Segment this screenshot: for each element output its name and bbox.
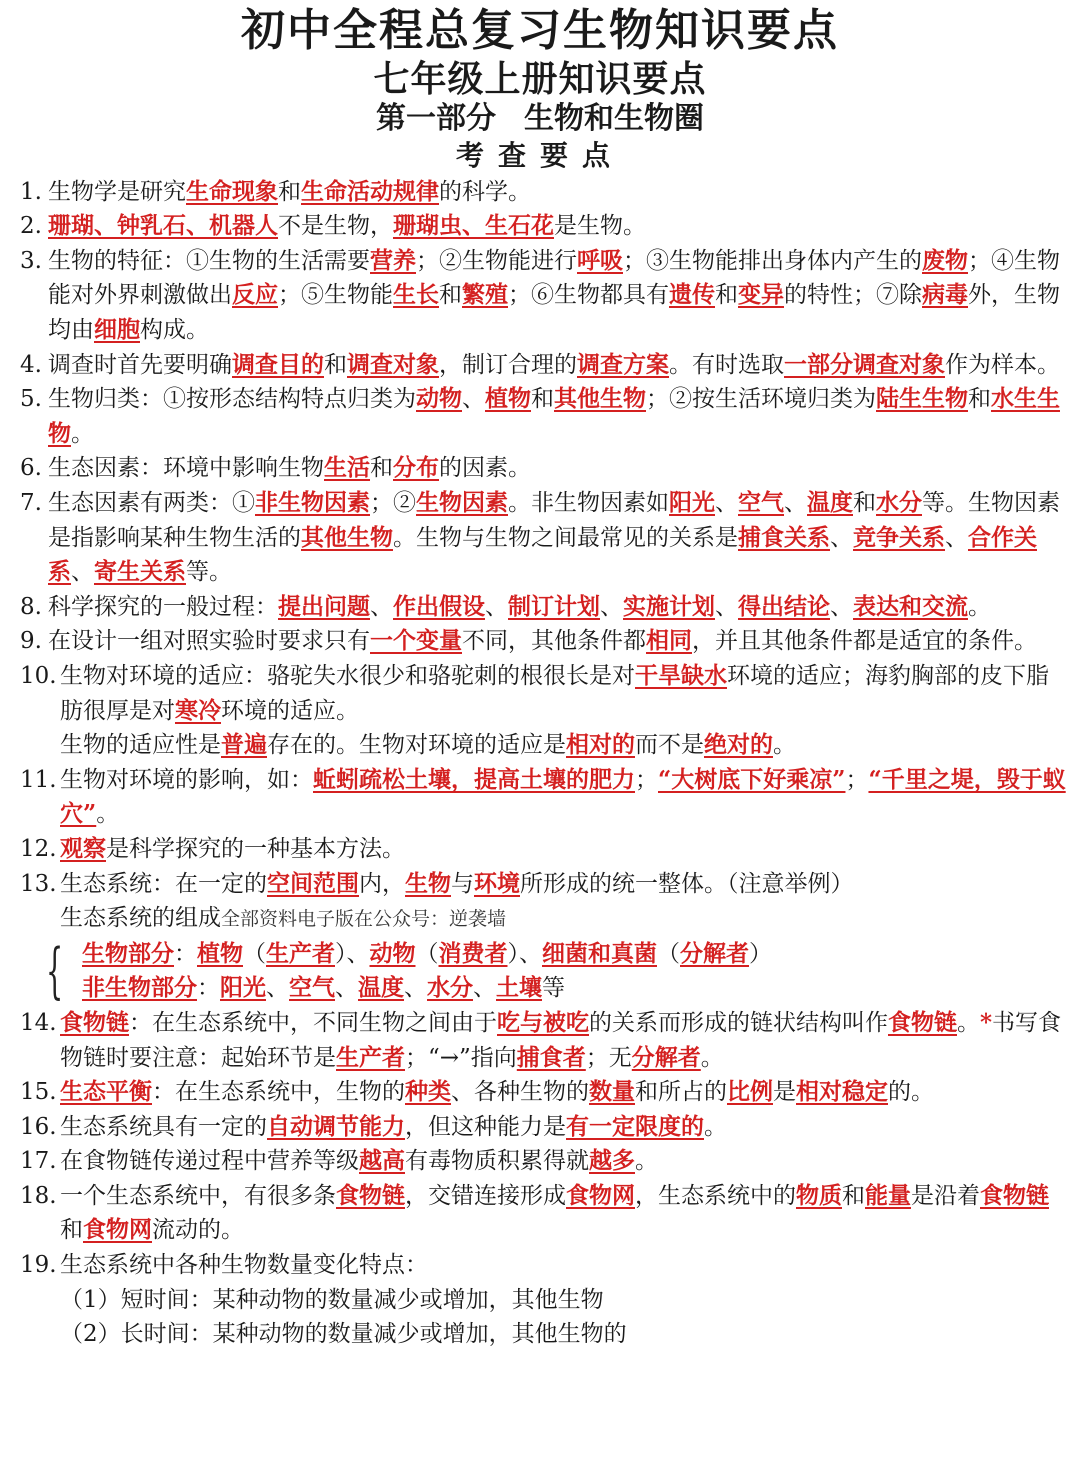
answer: 一部分调查对象 bbox=[784, 350, 945, 378]
answer: 生物 bbox=[405, 869, 451, 897]
text: ；② bbox=[370, 490, 416, 517]
answer: 分布 bbox=[393, 454, 439, 482]
item-number: 11. bbox=[20, 766, 57, 793]
list-item-11 bbox=[20, 763, 1066, 832]
answer: 非生物部分 bbox=[82, 974, 197, 1002]
text: 、 bbox=[830, 524, 853, 551]
list-item-2 bbox=[20, 209, 1066, 244]
text: 调查时首先要明确 bbox=[48, 351, 232, 378]
answer: 食物链 bbox=[336, 1181, 405, 1209]
list-item-19-short-term: （1）短时间：某种动物的数量减少或增加，其他生物 bbox=[60, 1286, 604, 1313]
answer: 表达和交流 bbox=[853, 592, 968, 620]
answer: 空间范围 bbox=[267, 869, 359, 897]
answer: 食物链 bbox=[888, 1008, 957, 1036]
text: 、 bbox=[462, 386, 485, 413]
answer: 相对稳定 bbox=[796, 1078, 888, 1106]
text: ；“→”指向 bbox=[405, 1044, 517, 1071]
text: 生态系统中各种生物数量变化特点： bbox=[60, 1252, 428, 1279]
answer: 调查目的 bbox=[232, 350, 324, 378]
text: 是 bbox=[773, 1079, 796, 1106]
answer: 寒冷 bbox=[175, 696, 221, 724]
text: 、 bbox=[830, 593, 853, 620]
answer: 作出假设 bbox=[393, 592, 485, 620]
answer: “大树底下好乘凉” bbox=[658, 765, 846, 793]
answer: 其他生物 bbox=[301, 523, 393, 551]
text: ：在生态系统中，不同生物之间由于 bbox=[129, 1009, 497, 1036]
text: 生态系统具有一定的 bbox=[60, 1113, 267, 1140]
text: 、 bbox=[715, 593, 738, 620]
list-item-17 bbox=[20, 1144, 1066, 1179]
answer: 比例 bbox=[727, 1078, 773, 1106]
answer: 珊瑚虫、生石花 bbox=[393, 212, 554, 240]
list-item-16 bbox=[20, 1110, 1066, 1145]
text: 和 bbox=[853, 490, 876, 517]
biotic-part-line bbox=[82, 937, 1066, 972]
answer: 水分 bbox=[427, 974, 473, 1002]
item-number: 7. bbox=[20, 490, 42, 517]
text: 、 bbox=[370, 593, 393, 620]
item-number: 9. bbox=[20, 628, 42, 655]
answer: 繁殖 bbox=[462, 281, 508, 309]
text: 生态系统：在一定的 bbox=[60, 870, 267, 897]
list-item-12 bbox=[20, 832, 1066, 867]
text: 、 bbox=[335, 975, 358, 1002]
answer: 植物 bbox=[485, 385, 531, 413]
item-number: 18. bbox=[20, 1182, 57, 1209]
answer: 生产者 bbox=[336, 1043, 405, 1071]
answer: 越多 bbox=[589, 1147, 635, 1175]
text: 生物的适应性是 bbox=[60, 732, 221, 759]
text: 等。生物因素是指影响某种生物生活的 bbox=[48, 490, 1060, 551]
text: 是生物。 bbox=[554, 213, 646, 240]
answer: 呼吸 bbox=[577, 246, 623, 274]
text: ；⑤生物能 bbox=[278, 282, 393, 309]
text: （ bbox=[415, 940, 439, 967]
text: 不是生物， bbox=[278, 213, 393, 240]
page-subtitle: 七年级上册知识要点 bbox=[373, 57, 707, 100]
text: ） bbox=[749, 940, 772, 967]
text: 和 bbox=[60, 1217, 83, 1244]
answer: 环境 bbox=[474, 869, 520, 897]
answer: 相同 bbox=[646, 627, 692, 655]
text: 、 bbox=[71, 559, 94, 586]
answer: 温度 bbox=[358, 974, 404, 1002]
answer: 水分 bbox=[876, 489, 922, 517]
text: 而不是 bbox=[635, 732, 704, 759]
text: ；无 bbox=[585, 1044, 632, 1071]
text: 作为样本。 bbox=[945, 351, 1060, 378]
text: 与 bbox=[451, 870, 474, 897]
answer: 调查对象 bbox=[347, 350, 439, 378]
item-number: 19. bbox=[20, 1252, 57, 1279]
watermark-text: 全部资料电子版在公众号：逆袭墙 bbox=[221, 908, 507, 931]
list-item-7 bbox=[20, 486, 1066, 590]
text: ；③生物能排出身体内产生的 bbox=[623, 247, 922, 274]
text: 。 bbox=[700, 1044, 724, 1071]
text: ；②生物能进行 bbox=[416, 247, 577, 274]
text: 和 bbox=[715, 282, 738, 309]
list-item-19-long-term: （2）长时间：某种动物的数量减少或增加，其他生物的 bbox=[60, 1321, 627, 1348]
text: ；④生物能对外界刺激做出 bbox=[48, 247, 1060, 309]
list-item-10-continued bbox=[20, 728, 1066, 763]
abiotic-part-line bbox=[82, 971, 1066, 1006]
text: ：在生态系统中，生物的 bbox=[152, 1079, 405, 1106]
list-item-3 bbox=[20, 244, 1066, 348]
list-item-18 bbox=[20, 1179, 1066, 1248]
text: 和 bbox=[531, 386, 554, 413]
answer: 营养 bbox=[370, 246, 416, 274]
item-number: 12. bbox=[20, 835, 57, 862]
text: 存在的。生物对环境的适应是 bbox=[267, 732, 566, 759]
text: 所形成的统一整体。（注意举例） bbox=[520, 870, 854, 897]
answer: 竞争关系 bbox=[853, 523, 945, 551]
text: 是科学探究的一种基本方法。 bbox=[106, 835, 405, 862]
answer: 水生生物 bbox=[48, 385, 1060, 447]
text: 生物对环境的适应：骆驼失水很少和骆驼刺的根很长是对 bbox=[60, 662, 635, 689]
text: 的特性；⑦除 bbox=[784, 282, 922, 309]
text: 、 bbox=[266, 975, 289, 1002]
text: ；⑥生物都具有 bbox=[508, 282, 669, 309]
list-item-10 bbox=[20, 659, 1066, 728]
item-number: 15. bbox=[20, 1079, 57, 1106]
text: 不同，其他条件都 bbox=[462, 628, 646, 655]
ecosystem-composition-heading bbox=[20, 901, 1066, 937]
answer: 捕食者 bbox=[516, 1043, 586, 1071]
answer: 生长 bbox=[393, 281, 439, 309]
answer: 非生物因素 bbox=[255, 489, 370, 517]
text: 。 bbox=[704, 1113, 727, 1140]
answer: 有一定限度的 bbox=[566, 1112, 704, 1140]
text: 、 bbox=[945, 524, 968, 551]
text: 。 bbox=[71, 420, 94, 447]
part-number: 第一部分 bbox=[376, 100, 496, 136]
answer: 越高 bbox=[359, 1147, 405, 1175]
answer: 植物 bbox=[197, 939, 243, 967]
star-icon: * bbox=[980, 1008, 993, 1036]
text: 生态因素有两类：① bbox=[48, 490, 255, 517]
answer: 消费者 bbox=[438, 939, 508, 967]
list-item-1 bbox=[20, 175, 1066, 210]
text: 和 bbox=[324, 351, 347, 378]
item-number: 2. bbox=[20, 213, 42, 240]
answer: 生命现象 bbox=[186, 177, 278, 205]
text: 。 bbox=[957, 1009, 980, 1036]
answer: 一个变量 bbox=[370, 627, 462, 655]
text: 环境的适应。 bbox=[221, 697, 359, 724]
text: 和 bbox=[278, 178, 301, 205]
answer: 物质 bbox=[796, 1181, 842, 1209]
text: 。 bbox=[773, 732, 796, 759]
list-item-15 bbox=[20, 1075, 1066, 1110]
answer: 病毒 bbox=[922, 281, 968, 309]
answer: 反应 bbox=[232, 281, 278, 309]
answer: 绝对的 bbox=[704, 731, 773, 759]
list-item-13 bbox=[20, 867, 1066, 902]
text: 。生物与生物之间最常见的关系是 bbox=[393, 524, 738, 551]
item-number: 5. bbox=[20, 386, 42, 413]
text: 外，生物均由 bbox=[48, 282, 1060, 344]
text: 生物学是研究 bbox=[48, 178, 186, 205]
answer: 生物部分 bbox=[82, 939, 174, 967]
bottom-fade-overlay bbox=[640, 1402, 1080, 1482]
text: 和 bbox=[370, 455, 393, 482]
part-heading bbox=[0, 102, 1080, 137]
text: 。 bbox=[635, 1148, 658, 1175]
text: ）、 bbox=[335, 940, 370, 967]
item-number: 13. bbox=[20, 870, 57, 897]
text: 环境的适应；海豹胸部的皮下脂肪很厚是对 bbox=[60, 662, 1049, 724]
answer: 种类 bbox=[405, 1078, 451, 1106]
text: 生物归类：①按形态结构特点归类为 bbox=[48, 386, 416, 413]
answer: 蚯蚓疏松土壤，提高土壤的肥力 bbox=[313, 765, 635, 793]
text: ； bbox=[635, 766, 658, 793]
text: 等。 bbox=[186, 559, 232, 586]
item-number: 6. bbox=[20, 455, 42, 482]
text: 生物对环境的影响，如： bbox=[60, 766, 313, 793]
text: 内， bbox=[359, 870, 405, 897]
answer: 自动调节能力 bbox=[267, 1112, 405, 1140]
text: ； bbox=[845, 766, 869, 793]
text: （ bbox=[657, 940, 680, 967]
text: 、 bbox=[473, 975, 496, 1002]
text: 的科学。 bbox=[439, 178, 531, 205]
answer: 细菌和真菌 bbox=[542, 939, 657, 967]
answer: 食物链 bbox=[60, 1008, 129, 1036]
text: 等 bbox=[542, 975, 565, 1002]
answer: 珊瑚、钟乳石、机器人 bbox=[48, 212, 278, 240]
answer: 生活 bbox=[324, 454, 370, 482]
knowledge-list bbox=[0, 175, 1080, 1352]
answer: 制订计划 bbox=[508, 592, 600, 620]
text: 。 bbox=[968, 593, 991, 620]
answer: 细胞 bbox=[94, 316, 140, 344]
text: 、 bbox=[784, 490, 807, 517]
text: （ bbox=[243, 940, 266, 967]
answer: 调查方案 bbox=[577, 350, 669, 378]
answer: 动物 bbox=[369, 939, 416, 967]
text: 、 bbox=[485, 593, 508, 620]
answer: 寄生关系 bbox=[94, 558, 186, 586]
answer: 数量 bbox=[589, 1078, 635, 1106]
part-name: 生物和生物圈 bbox=[524, 100, 704, 136]
item-number: 8. bbox=[20, 593, 42, 620]
text: 流动的。 bbox=[152, 1217, 244, 1244]
text: 和所占的 bbox=[635, 1079, 727, 1106]
answer: 分解者 bbox=[631, 1043, 701, 1071]
answer: 吃与被吃 bbox=[497, 1008, 589, 1036]
text: 、 bbox=[715, 490, 738, 517]
answer: 空气 bbox=[738, 489, 784, 517]
text: 和 bbox=[842, 1182, 865, 1209]
section-heading: 考查要点 bbox=[455, 139, 624, 173]
text: 的关系而形成的链状结构叫作 bbox=[589, 1009, 888, 1036]
text: ，但这种能力是 bbox=[405, 1113, 566, 1140]
answer: 遗传 bbox=[669, 281, 715, 309]
text: 的。 bbox=[888, 1079, 934, 1106]
text: 在设计一组对照实验时要求只有 bbox=[48, 628, 370, 655]
answer: 食物链 bbox=[980, 1181, 1049, 1209]
answer: 观察 bbox=[60, 834, 106, 862]
text: 有毒物质积累得就 bbox=[405, 1148, 589, 1175]
text: 科学探究的一般过程： bbox=[48, 593, 278, 620]
page-title: 初中全程总复习生物知识要点 bbox=[241, 5, 839, 56]
answer: 捕食关系 bbox=[738, 523, 830, 551]
text: 是沿着 bbox=[911, 1182, 980, 1209]
text: 。有时选取 bbox=[669, 351, 784, 378]
text: 生态系统的组成 bbox=[60, 905, 221, 932]
item-number: 17. bbox=[20, 1148, 57, 1175]
text: 、 bbox=[404, 975, 427, 1002]
text: 书写食物链时要注意：起始环节是 bbox=[60, 1009, 1062, 1071]
list-item-8 bbox=[20, 590, 1066, 625]
answer: 干旱缺水 bbox=[635, 661, 727, 689]
answer: 土壤 bbox=[496, 974, 542, 1002]
item-number: 16. bbox=[20, 1113, 57, 1140]
item-number: 3. bbox=[20, 247, 42, 274]
brace-icon: { bbox=[46, 935, 64, 1006]
text: 生物的特征：①生物的生活需要 bbox=[48, 247, 370, 274]
item-number: 10. bbox=[20, 662, 57, 689]
answer: 生产者 bbox=[266, 939, 335, 967]
answer: 分解者 bbox=[680, 939, 749, 967]
answer: 食物网 bbox=[83, 1216, 152, 1244]
text: ，交错连接形成 bbox=[405, 1182, 566, 1209]
text: 。非生物因素如 bbox=[508, 490, 669, 517]
text: 和 bbox=[439, 282, 462, 309]
answer: 食物网 bbox=[566, 1181, 635, 1209]
list-item-5 bbox=[20, 382, 1066, 451]
text: 。 bbox=[96, 801, 120, 828]
answer: 空气 bbox=[289, 974, 335, 1002]
text: ： bbox=[197, 975, 220, 1002]
answer: 得出结论 bbox=[738, 592, 830, 620]
answer: 提出问题 bbox=[278, 592, 370, 620]
answer: 普遍 bbox=[221, 731, 267, 759]
list-item-4 bbox=[20, 348, 1066, 383]
answer: 阳光 bbox=[669, 489, 715, 517]
text: 生态因素：环境中影响生物 bbox=[48, 455, 324, 482]
text: 在食物链传递过程中营养等级 bbox=[60, 1148, 359, 1175]
ecosystem-composition-brace bbox=[20, 937, 1066, 1006]
answer: 生态平衡 bbox=[60, 1078, 152, 1106]
answer: 生物因素 bbox=[416, 489, 508, 517]
text: ）、 bbox=[507, 940, 542, 967]
text: ： bbox=[174, 940, 197, 967]
text: 、各种生物的 bbox=[451, 1079, 589, 1106]
list-item-9 bbox=[20, 624, 1066, 659]
list-item-6 bbox=[20, 451, 1066, 486]
text: ，生态系统中的 bbox=[635, 1182, 796, 1209]
item-number: 1. bbox=[20, 178, 42, 205]
answer: 合作关系 bbox=[48, 523, 1037, 586]
answer: 阳光 bbox=[220, 974, 266, 1002]
answer: 其他生物 bbox=[554, 385, 646, 413]
answer: 生命活动规律 bbox=[301, 177, 439, 205]
text: 一个生态系统中，有很多条 bbox=[60, 1182, 336, 1209]
answer: 实施计划 bbox=[623, 592, 715, 620]
text: 构成。 bbox=[140, 317, 209, 344]
answer: 废物 bbox=[922, 246, 968, 274]
answer: 陆生生物 bbox=[876, 385, 968, 413]
answer: 相对的 bbox=[566, 731, 635, 759]
answer: 动物 bbox=[416, 385, 462, 413]
text: ；②按生活环境归类为 bbox=[646, 386, 876, 413]
text: ，制订合理的 bbox=[439, 351, 577, 378]
answer: 温度 bbox=[807, 489, 853, 517]
answer: “千里之堤，毁于蚁穴” bbox=[60, 765, 1066, 828]
text: ，并且其他条件都是适宜的条件。 bbox=[692, 628, 1037, 655]
answer: 变异 bbox=[738, 281, 784, 309]
text: 和 bbox=[968, 386, 991, 413]
item-number: 4. bbox=[20, 351, 42, 378]
list-item-19 bbox=[20, 1248, 1066, 1283]
item-number: 14. bbox=[20, 1009, 57, 1036]
text: 的因素。 bbox=[439, 455, 531, 482]
list-item-14 bbox=[20, 1006, 1066, 1075]
text: 、 bbox=[600, 593, 623, 620]
answer: 能量 bbox=[865, 1181, 911, 1209]
